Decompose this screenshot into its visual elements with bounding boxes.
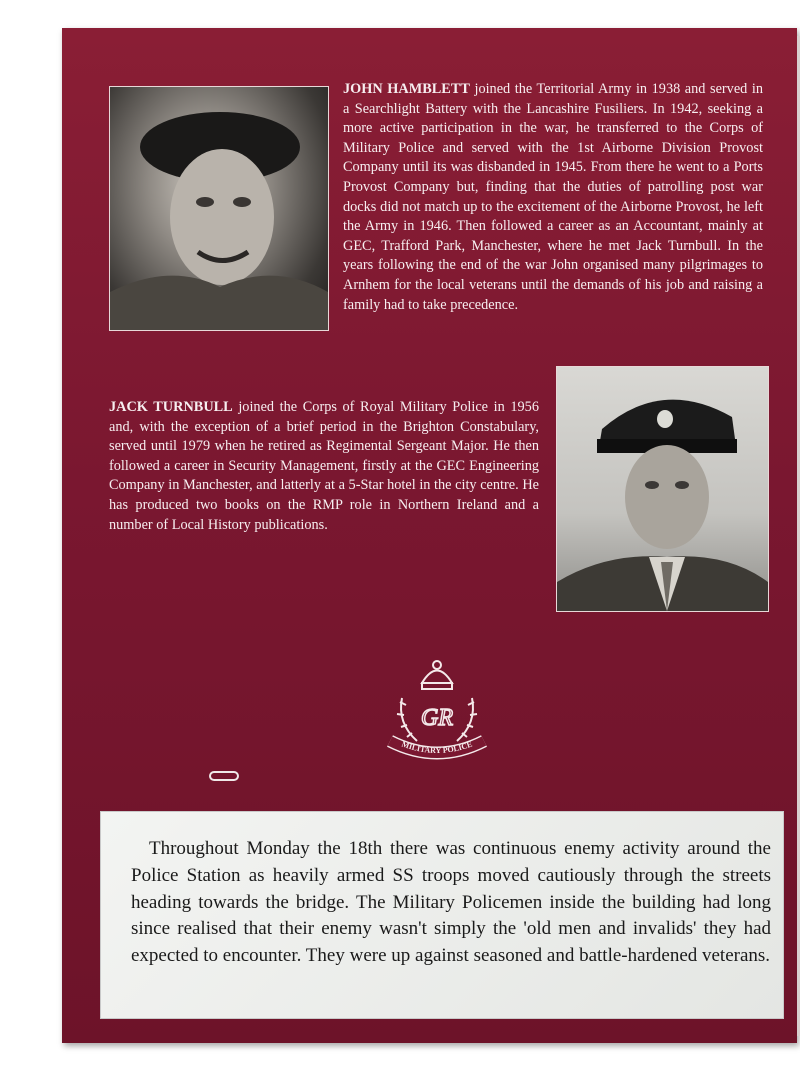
- name-jack-turnbull: JACK TURNBULL: [109, 399, 233, 415]
- quote-text: Throughout Monday the 18th there was continuous enemy activity around the Police Station as heavily armed SS troops moved cautiously through the streets heading towards the bridge. The Military Policemen inside the building had long since realised that their enemy wasn't simply the 'old men and invalids' they had expected to encounter. They were up against seasoned and battle-hardened veterans.: [131, 838, 771, 967]
- photo-jack-turnbull: [556, 366, 769, 612]
- photo-john-hamblett: [109, 86, 329, 331]
- book-back-cover: [62, 28, 797, 1043]
- bio-jack-turnbull: [109, 398, 539, 535]
- quote-panel: [100, 811, 784, 1019]
- bio-text-turnbull: joined the Corps of Royal Military Police in 1956 and, with the exception of a brief period in the Brighton Constabulary, served until 1979 when he retired as Regimental Sergeant Major. He then followed a career in Security Management, firstly at the GEC Engineering Company in Manchester, and latterly at a 5-Star hotel in the city centre. He has produced two books on the RMP role in Northern Ireland and a number of Local History publications.: [109, 399, 539, 533]
- military-police-crest-icon: [382, 653, 492, 763]
- bio-text-hamblett: joined the Territorial Army in 1938 and served in a Searchlight Battery with the Lancashire Fusiliers. In 1942, seeking a more active participation in the war, he transferred to the Corps of Military Police and served with the 1st Airborne Division Provost Company until its was disbanded in 1945. From there he went to a Ports Provost Company but, finding that the duties of patrolling post war docks did not match up to the excitement of the Airborne Provost, he left the Army in 1946. Then followed a career as an Accountant, mainly at GEC, Trafford Park, Manchester, where he met Jack Turnbull. In the years following the end of the war John organised many pilgrimages to Arnhem for the local veterans until the demands of his job and raising a family had to take precedence.: [343, 81, 763, 313]
- paperclip-icon: [209, 770, 239, 782]
- bio-john-hamblett: [343, 80, 763, 315]
- crest-scroll-text: MILITARY POLICE: [400, 739, 474, 756]
- crest-cypher: GR: [421, 705, 453, 731]
- name-john-hamblett: JOHN HAMBLETT: [343, 81, 470, 97]
